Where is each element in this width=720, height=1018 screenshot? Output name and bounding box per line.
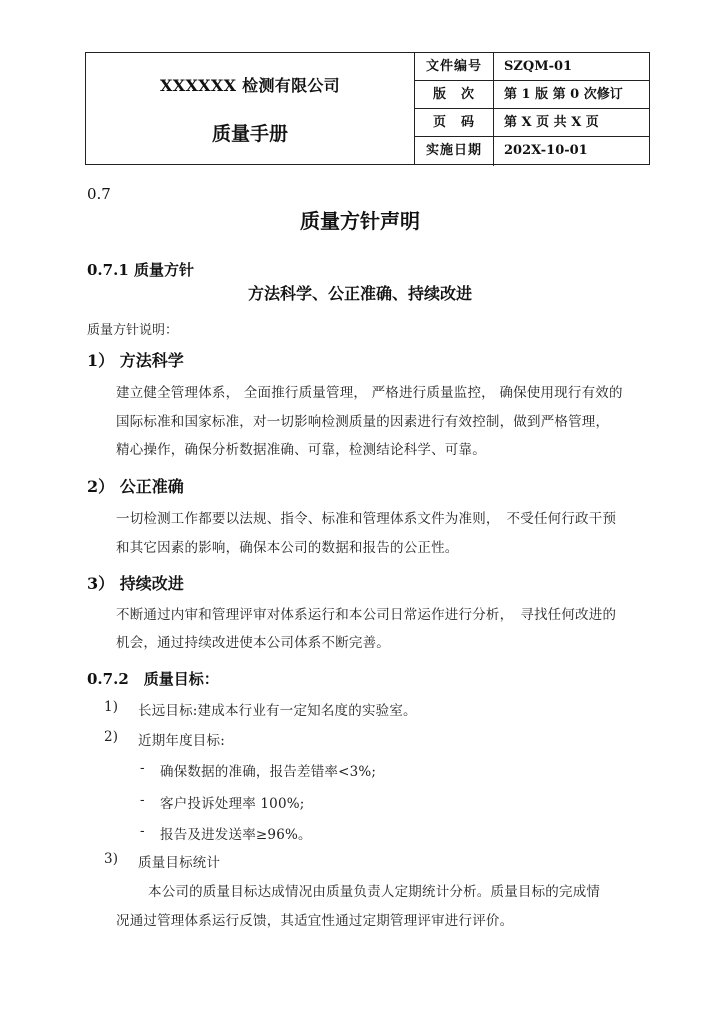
- header-row-doc-number: [415, 53, 649, 81]
- header-info-cells: [415, 53, 649, 164]
- policy-item-line: 机会，通过持续改进使本公司体系不断完善。: [116, 635, 390, 651]
- header-row-edition: [415, 81, 649, 109]
- company-name: XXXXXX 检测有限公司: [160, 76, 340, 95]
- section-number: 0.7: [87, 185, 111, 203]
- policy-item-line: 一切检测工作都要以法规、指令、标准和管理体系文件为准则， 不受任何行政干预: [116, 511, 617, 527]
- header-key: 实施日期: [415, 137, 494, 166]
- objective-number: 2): [104, 729, 119, 745]
- policy-item-line: 和其它因素的影响，确保本公司的数据和报告的公正性。: [116, 540, 459, 556]
- header-value: 第 X 页 共 X 页: [504, 115, 599, 130]
- objective-text: 质量目标统计: [138, 855, 221, 871]
- stats-paragraph-line: 况通过管理体系运行反馈，其适宜性通过定期管理评审进行评价。: [116, 913, 514, 929]
- policy-item-line: 不断通过内审和管理评审对体系运行和本公司日常运作进行分析， 寻找任何改进的: [116, 607, 617, 623]
- policy-item-heading: 3） 持续改进: [87, 574, 184, 593]
- policy-item-line: 精心操作，确保分析数据准确、可靠，检测结论科学、可靠。: [116, 442, 486, 458]
- list-dash: -: [140, 760, 145, 776]
- header-title-cell: [86, 53, 415, 164]
- header-key: 文件编号: [415, 53, 494, 80]
- annual-target-item: 客户投诉处理率 100%;: [160, 796, 305, 812]
- header-row-effective-date: [415, 137, 649, 166]
- objective-text: 长远目标:建成本行业有一定知名度的实验室。: [138, 703, 417, 719]
- policy-explain-label: 质量方针说明：: [87, 323, 179, 338]
- list-dash: -: [140, 823, 145, 839]
- objectives-heading: 0.7.2 质量目标：: [87, 670, 219, 688]
- page-title: 质量方针声明: [300, 209, 420, 233]
- policy-item-line: 建立健全管理体系， 全面推行质量管理， 严格进行质量监控， 确保使用现行有效的: [116, 385, 623, 401]
- policy-item-line: 国际标准和国家标准，对一切影响检测质量的因素进行有效控制，做到严格管理，: [116, 414, 610, 430]
- policy-statement: 方法科学、公正准确、持续改进: [247, 284, 472, 303]
- policy-item-heading: 2） 公正准确: [87, 477, 184, 496]
- policy-item-heading: 1） 方法科学: [87, 351, 184, 370]
- annual-target-item: 确保数据的准确，报告差错率<3%;: [160, 764, 377, 780]
- objective-number: 1): [104, 699, 119, 715]
- document-header-table: [85, 52, 650, 165]
- header-value: 202X-10-01: [504, 143, 588, 158]
- header-value: 第 1 版 第 0 次修订: [504, 87, 623, 102]
- header-key: 页 码: [415, 109, 494, 136]
- objective-number: 3): [104, 851, 119, 867]
- header-value: SZQM-01: [504, 59, 573, 74]
- manual-title: 质量手册: [211, 123, 288, 145]
- header-row-page: [415, 109, 649, 137]
- stats-paragraph-line: 本公司的质量目标达成情况由质量负责人定期统计分析。质量目标的完成情: [148, 884, 601, 900]
- list-dash: -: [140, 792, 145, 808]
- objective-text: 近期年度目标:: [138, 733, 225, 749]
- policy-heading: 0.7.1 质量方针: [87, 261, 194, 279]
- annual-target-item: 报告及进发送率≥96%。: [160, 827, 312, 843]
- header-key: 版 次: [415, 81, 494, 108]
